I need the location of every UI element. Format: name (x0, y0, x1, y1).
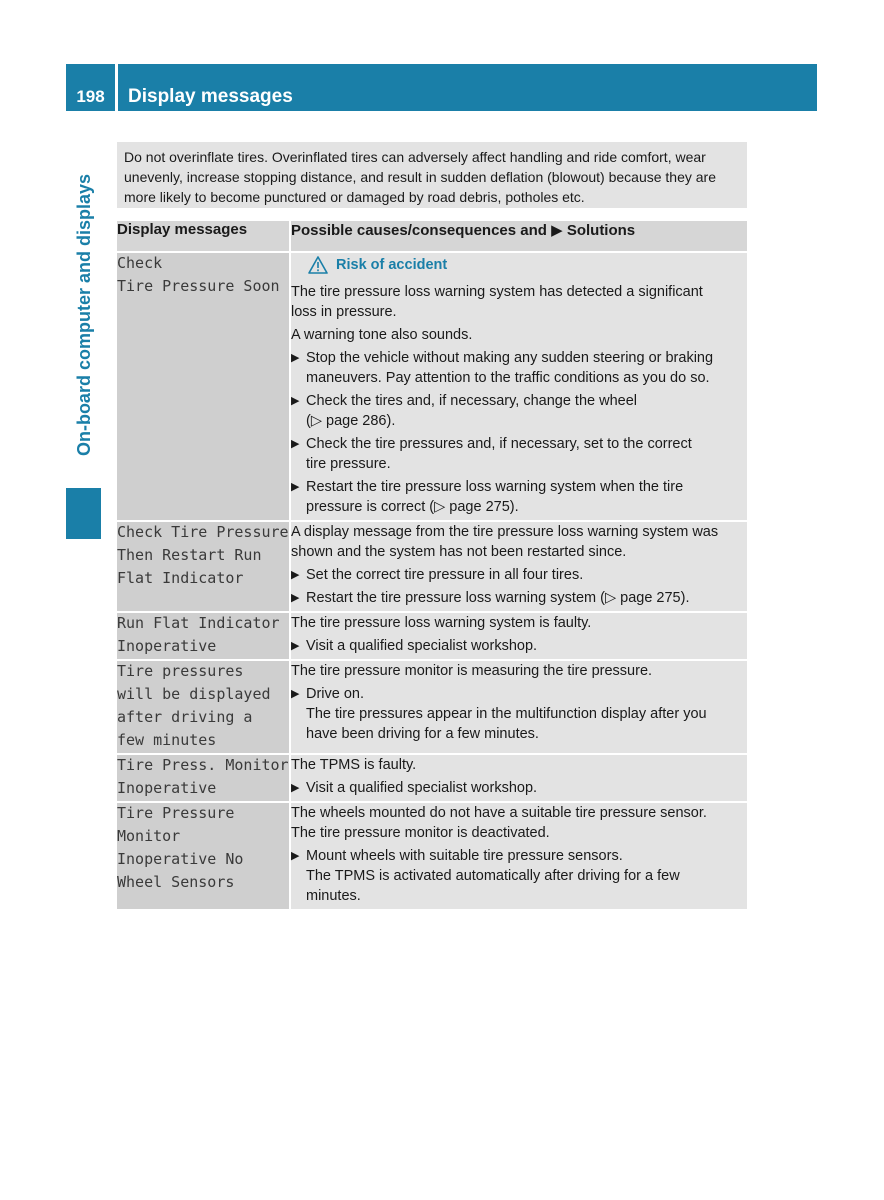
solution-step (291, 348, 747, 388)
bullet-arrow-icon: ▶ (291, 850, 300, 862)
text-line: Restart the tire pressure loss warning system when the tire (306, 479, 684, 495)
table-row (117, 521, 747, 612)
column-header-messages: Display messages (117, 221, 290, 252)
display-message-cell (117, 660, 290, 754)
text-line: The wheels mounted do not have a suitable tire pressure sensor. (291, 805, 707, 821)
cause-text (291, 282, 747, 322)
text-line: Stop the vehicle without making any sudden steering or braking (306, 350, 714, 366)
bullet-arrow-icon: ▶ (291, 569, 300, 581)
risk-warning-label: Risk of accident (336, 257, 448, 273)
bullet-arrow-icon: ▶ (291, 688, 300, 700)
display-message-line: will be displayed (117, 685, 271, 703)
solution-step (291, 477, 747, 517)
text-line: (▷ page 286). (306, 413, 396, 429)
display-message-line: after driving a (117, 708, 253, 726)
text-line: Check the tire pressures and, if necessary, set to the correct (306, 436, 692, 452)
text-line: A warning tone also sounds. (291, 327, 473, 343)
display-message-line: Inoperative (117, 779, 217, 797)
text-line: The tire pressures appear in the multifunction display after you (306, 706, 707, 722)
text-line: The tire pressure monitor is measuring the tire pressure. (291, 663, 653, 679)
display-message-line: Inoperative (117, 637, 217, 655)
page-number: 198 (66, 64, 115, 111)
display-message-line: Wheel Sensors (117, 873, 235, 891)
display-message-cell (117, 754, 290, 802)
table-row (117, 252, 747, 521)
text-line: tire pressure. (306, 456, 391, 472)
bullet-arrow-icon: ▶ (291, 395, 300, 407)
display-message-line: Run Flat Indicator (117, 614, 280, 632)
text-line: maneuvers. Pay attention to the traffic conditions as you do so. (306, 370, 710, 386)
bullet-arrow-icon: ▶ (291, 640, 300, 652)
table-row (117, 612, 747, 660)
cause-text (291, 522, 747, 562)
text-line: pressure is correct (▷ page 275). (306, 499, 519, 515)
text-line: have been driving for a few minutes. (306, 726, 539, 742)
risk-warning (308, 255, 747, 275)
display-message-line: Tire Pressure Soon (117, 277, 280, 295)
solution-cell (290, 252, 747, 521)
display-message-cell (117, 802, 290, 910)
cause-text (291, 613, 747, 633)
display-message-line: Tire Press. Monitor (117, 756, 289, 774)
cause-text (291, 755, 747, 775)
table-row (117, 802, 747, 910)
page-header (66, 64, 817, 111)
table-row (117, 754, 747, 802)
solution-cell (290, 521, 747, 612)
warning-note (117, 142, 747, 208)
text-line: Restart the tire pressure loss warning system (▷ page 275). (306, 590, 690, 606)
display-message-line: Flat Indicator (117, 569, 244, 587)
text-line: The tire pressure monitor is deactivated. (291, 825, 550, 841)
solution-step (291, 636, 747, 656)
bullet-arrow-icon: ▶ (291, 481, 300, 493)
display-message-line: Monitor (117, 827, 181, 845)
bullet-arrow-icon: ▶ (291, 352, 300, 364)
cause-text (291, 803, 747, 843)
text-line: minutes. (306, 888, 361, 904)
solution-cell (290, 612, 747, 660)
display-message-line: Tire Pressure (117, 804, 235, 822)
display-messages-table (117, 221, 747, 911)
solution-cell (290, 754, 747, 802)
cause-text (291, 325, 747, 345)
solution-step (291, 434, 747, 474)
table-row (117, 660, 747, 754)
text-line: shown and the system has not been restarted since. (291, 544, 627, 560)
note-line: unevenly, increase stopping distance, and result in sudden deflation (blowout) because they are (124, 169, 717, 185)
text-line: loss in pressure. (291, 304, 397, 320)
text-line: Visit a qualified specialist workshop. (306, 780, 538, 796)
text-line: Set the correct tire pressure in all four tires. (306, 567, 584, 583)
display-message-line: Tire pressures (117, 662, 244, 680)
text-line: Mount wheels with suitable tire pressure sensors. (306, 848, 623, 864)
solution-step (291, 778, 747, 798)
text-line: Visit a qualified specialist workshop. (306, 638, 538, 654)
display-message-line: few minutes (117, 731, 217, 749)
text-line: A display message from the tire pressure loss warning system was (291, 524, 719, 540)
display-message-line: Check (117, 254, 163, 272)
text-line: The TPMS is activated automatically after driving for a few (306, 868, 680, 884)
solution-step (291, 684, 747, 744)
text-line: Drive on. (306, 686, 365, 702)
solution-step (291, 565, 747, 585)
text-line: Check the tires and, if necessary, change the wheel (306, 393, 638, 409)
solution-cell (290, 802, 747, 910)
display-message-cell (117, 612, 290, 660)
column-header-solutions: Possible causes/consequences and ▶ Solutions (290, 221, 747, 252)
note-line: Do not overinflate tires. Overinflated tires can adversely affect handling and ride comfort, wear (124, 149, 706, 165)
text-line: The TPMS is faulty. (291, 757, 417, 773)
chapter-label: On-board computer and displays (66, 174, 101, 456)
bullet-arrow-icon: ▶ (291, 782, 300, 794)
display-message-cell (117, 521, 290, 612)
display-message-cell (117, 252, 290, 521)
note-line: more likely to become punctured or damaged by road debris, potholes etc. (124, 189, 585, 205)
text-line: The tire pressure loss warning system has detected a significant (291, 284, 703, 300)
cause-text (291, 661, 747, 681)
warning-triangle-icon (308, 256, 328, 274)
bullet-arrow-icon: ▶ (291, 592, 300, 604)
display-message-line: Then Restart Run (117, 546, 262, 564)
display-message-line: Check Tire Pressure (117, 523, 289, 541)
solution-step (291, 391, 747, 431)
table-header-row (117, 221, 747, 252)
bullet-arrow-icon: ▶ (291, 438, 300, 450)
solution-cell (290, 660, 747, 754)
section-title: Display messages (118, 64, 817, 111)
chapter-label-wrap (66, 142, 101, 488)
solution-step (291, 846, 747, 906)
solution-step (291, 588, 747, 608)
display-message-line: Inoperative No (117, 850, 244, 868)
text-line: The tire pressure loss warning system is faulty. (291, 615, 592, 631)
